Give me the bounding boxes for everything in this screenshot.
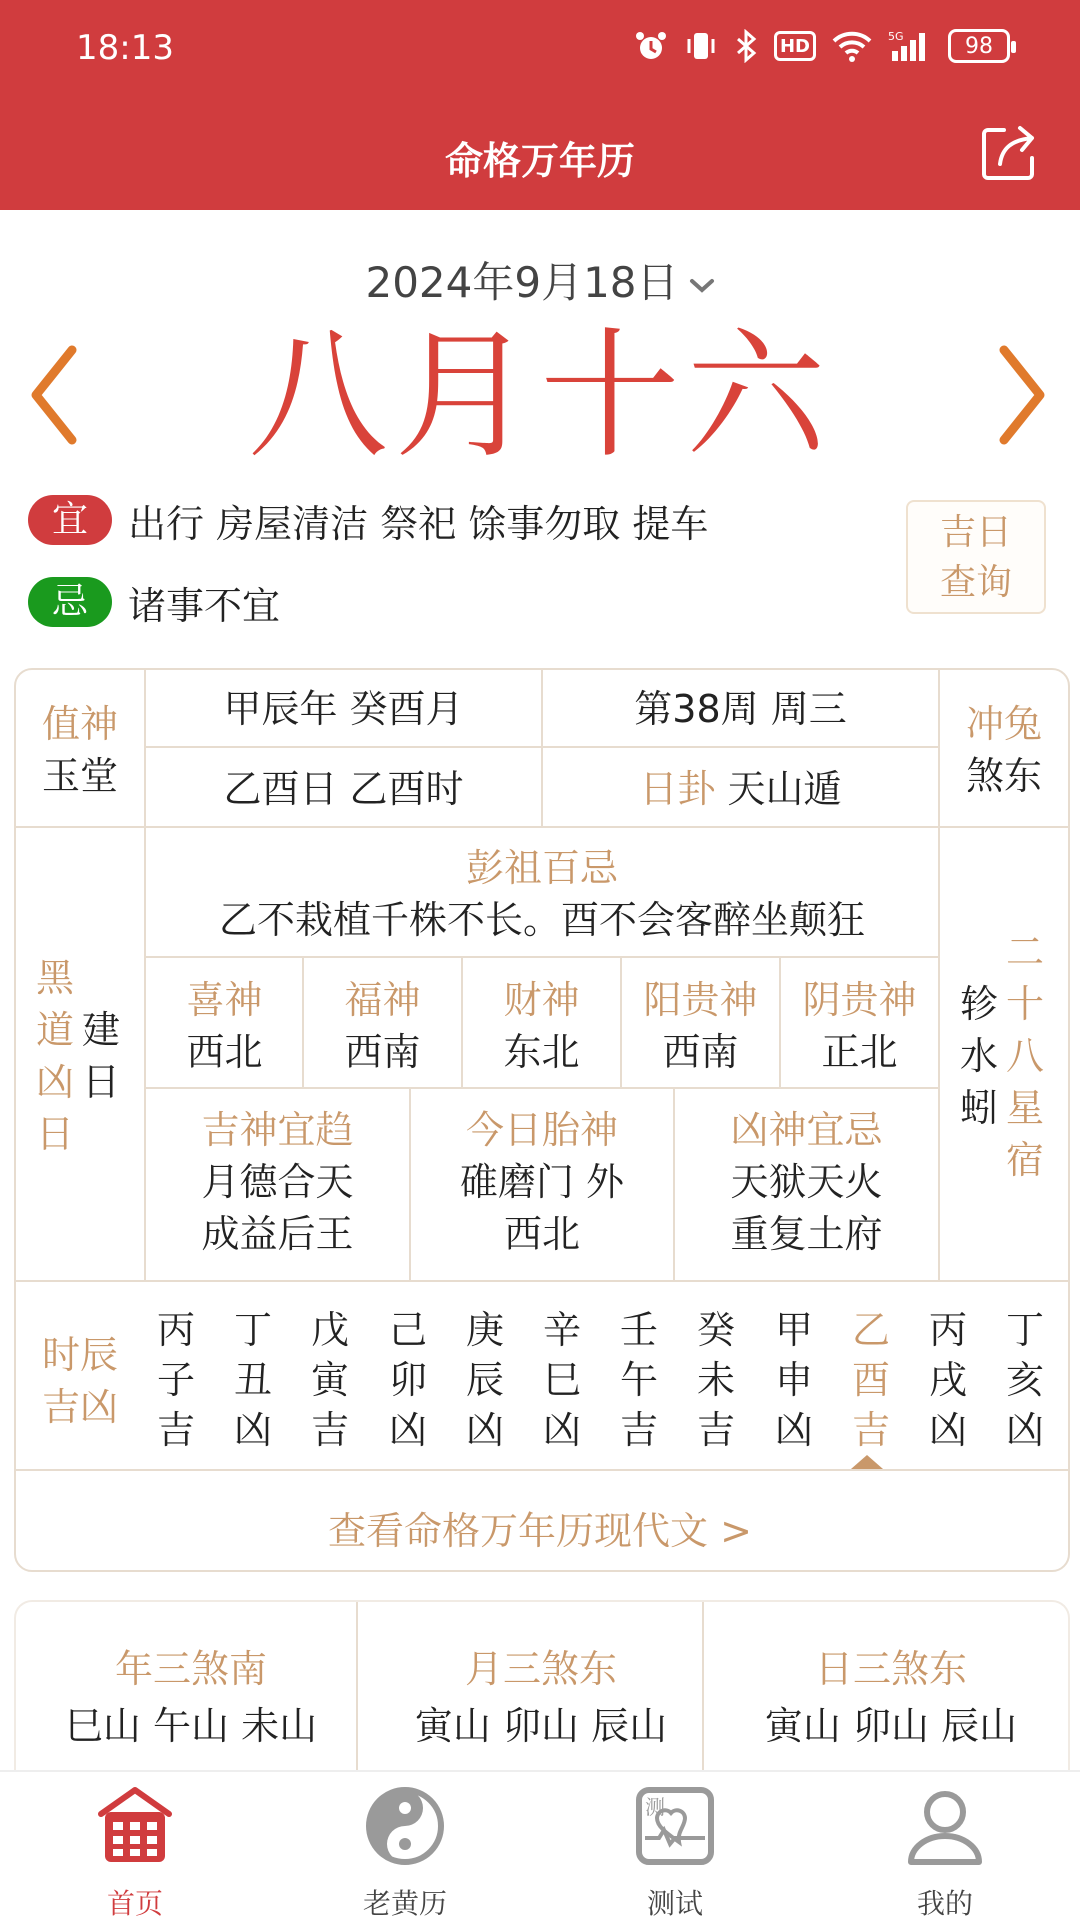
vibrate-icon: [684, 28, 718, 64]
shichen-luck: 吉: [310, 1408, 349, 1452]
god-label: 财神: [503, 978, 580, 1022]
shichen-stem: 庚: [465, 1308, 504, 1352]
sansha-value: 寅山 卯山 辰山: [414, 1704, 668, 1748]
god-label: 阴贵神: [802, 978, 917, 1022]
shichen-luck: 凶: [542, 1408, 581, 1452]
wifi-icon: [832, 28, 872, 64]
shichen-stem: 乙: [851, 1308, 890, 1352]
sansha-value: 寅山 卯山 辰山: [764, 1704, 1018, 1748]
shichen-hour[interactable]: [305, 1305, 355, 1455]
shichen-luck: 凶: [233, 1408, 272, 1452]
yi-badge: 宜: [28, 495, 112, 545]
god-value: 正北: [821, 1030, 898, 1074]
alarm-icon: [634, 28, 668, 64]
shichen-branch: 巳: [542, 1358, 581, 1402]
taishen-line: 西北: [503, 1212, 580, 1256]
pengzu-value: 乙不栽植千株不长。酉不会客醉坐颠狂: [218, 898, 865, 942]
god-label: 喜神: [186, 978, 263, 1022]
god-value: 西南: [344, 1030, 421, 1074]
shichen-luck: 凶: [465, 1408, 504, 1452]
heidao-char: 日: [35, 1112, 74, 1156]
status-bar: [0, 0, 1080, 100]
jiri-line2: 查询: [939, 562, 1012, 603]
shichen-hour[interactable]: [537, 1305, 587, 1455]
chong-label: 冲兔: [965, 702, 1042, 746]
shichen-hour[interactable]: [769, 1305, 819, 1455]
shichen-stem: 己: [388, 1308, 427, 1352]
shichen-hour[interactable]: [923, 1305, 973, 1455]
shichen-luck: 吉: [156, 1408, 195, 1452]
solar-date: 2024年9月18日: [365, 258, 679, 307]
xiongshen-cell: [675, 1104, 938, 1260]
shichen-luck: 凶: [1005, 1408, 1044, 1452]
shichen-hour[interactable]: [1000, 1305, 1050, 1455]
xiongshen-line: 重复土府: [730, 1212, 883, 1256]
share-icon[interactable]: [978, 122, 1040, 184]
taishen-cell: [411, 1104, 673, 1260]
heidao-label: [30, 952, 80, 1160]
shichen-stem: 戊: [310, 1308, 349, 1352]
chong-cell: [940, 698, 1068, 802]
xiu-label-char: 十: [1005, 982, 1044, 1026]
sansha-title: 月三煞东: [464, 1647, 617, 1691]
jianri-label: [76, 1004, 126, 1108]
heidao-char: 道: [35, 1008, 74, 1052]
shichen-branch: 酉: [851, 1358, 890, 1402]
shichen-luck: 凶: [388, 1408, 427, 1452]
tab-label: 测试: [646, 1887, 703, 1920]
home-calendar-icon: [95, 1786, 175, 1866]
xiongshen-label: 凶神宜忌: [730, 1108, 883, 1152]
xiu-label-char: 八: [1005, 1034, 1044, 1078]
sansha-month: [366, 1642, 716, 1756]
svg-text:测: 测: [645, 1795, 665, 1819]
ji-badge: 忌: [28, 577, 112, 627]
shichen-label-line: 吉凶: [41, 1385, 118, 1429]
god-cell: [622, 974, 779, 1078]
rigua-label: 日卦: [639, 767, 716, 811]
god-cell: [146, 974, 303, 1078]
shichen-luck: 吉: [619, 1408, 658, 1452]
test-heart-icon: [635, 1786, 715, 1866]
signal-icon: [888, 28, 932, 64]
shichen-luck: 吉: [696, 1408, 735, 1452]
xiu-label-char: 星: [1005, 1086, 1044, 1130]
xiu-name-char: 轸: [959, 982, 998, 1026]
sansha-value: 巳山 午山 未山: [64, 1704, 318, 1748]
chong-value: 煞东: [965, 754, 1042, 798]
shichen-hour[interactable]: [614, 1305, 664, 1455]
shichen-stem: 丙: [928, 1308, 967, 1352]
next-day-arrow-icon[interactable]: [992, 340, 1052, 450]
god-value: 东北: [503, 1030, 580, 1074]
zhishen-cell: [16, 698, 144, 802]
svg-text:5G: 5G: [888, 30, 904, 43]
xiu-label: [1000, 926, 1050, 1186]
yin-yang-icon: [365, 1786, 445, 1866]
sansha-year: [16, 1642, 366, 1756]
xiu-name: [954, 978, 1004, 1134]
auspicious-day-query-button[interactable]: [906, 500, 1046, 614]
shichen-luck: 凶: [928, 1408, 967, 1452]
week-info: 第38周 周三: [634, 687, 847, 731]
ji-text: 诸事不宜: [128, 583, 281, 628]
lunar-date: 八月十六: [247, 315, 832, 478]
taishen-label: 今日胎神: [465, 1108, 618, 1152]
jishen-cell: [146, 1104, 409, 1260]
shichen-branch: 未: [696, 1358, 735, 1402]
pengzu-cell: [146, 842, 938, 946]
yi-row: [28, 490, 828, 550]
ganzhi-day-hour: 乙酉日 乙酉时: [223, 767, 464, 811]
shichen-hour[interactable]: [460, 1305, 510, 1455]
shichen-branch: 申: [774, 1358, 813, 1402]
chevron-down-icon: [689, 278, 715, 294]
shichen-stem: 辛: [542, 1308, 581, 1352]
rigua-cell: [543, 763, 938, 815]
shichen-stem: 癸: [696, 1308, 735, 1352]
shichen-branch: 亥: [1005, 1358, 1044, 1402]
jianri-char: 日: [81, 1060, 120, 1104]
god-label: 阳贵神: [643, 978, 758, 1022]
jishen-line: 月德合天: [201, 1160, 354, 1204]
shichen-hour[interactable]: [228, 1305, 278, 1455]
shichen-luck: 凶: [774, 1408, 813, 1452]
taishen-line: 碓磨门 外: [459, 1160, 625, 1204]
shichen-stem: 丁: [1005, 1308, 1044, 1352]
tab-label: 老黄历: [362, 1887, 447, 1920]
shichen-branch: 戌: [928, 1358, 967, 1402]
shichen-hour[interactable]: [151, 1305, 201, 1455]
tab-home[interactable]: [55, 1786, 215, 1920]
zhishen-label: 值神: [41, 702, 118, 746]
shichen-stem: 甲: [774, 1308, 813, 1352]
app-bar: [0, 100, 1080, 210]
xiu-name-char: 蚓: [959, 1086, 998, 1130]
shichen-hour[interactable]: [691, 1305, 741, 1455]
shichen-branch: 午: [619, 1358, 658, 1402]
date-picker[interactable]: [0, 250, 1080, 310]
shichen-branch: 丑: [233, 1358, 272, 1402]
god-value: 西南: [662, 1030, 739, 1074]
shichen-stem: 丙: [156, 1308, 195, 1352]
bluetooth-icon: [734, 28, 758, 64]
ji-row: [28, 572, 828, 632]
shichen-stem: 壬: [619, 1308, 658, 1352]
god-cell: [304, 974, 461, 1078]
status-time: 18:13: [76, 28, 174, 68]
god-value: 西北: [186, 1030, 263, 1074]
tab-label: 我的: [916, 1887, 973, 1920]
zhishen-value: 玉堂: [41, 754, 118, 798]
shichen-label: [30, 1329, 130, 1433]
xiongshen-line: 天狱天火: [730, 1160, 883, 1204]
jishen-line: 成益后王: [201, 1212, 354, 1256]
pengzu-label: 彭祖百忌: [465, 846, 618, 890]
shichen-stem: 丁: [233, 1308, 272, 1352]
bottom-tab-bar: [0, 1770, 1080, 1920]
hd-icon: HD: [774, 31, 816, 61]
jiri-line1: 吉日: [939, 512, 1012, 553]
tab-test[interactable]: [595, 1786, 755, 1920]
shichen-label-line: 时辰: [41, 1333, 118, 1377]
xiu-name-char: 水: [959, 1034, 998, 1078]
god-cell: [463, 974, 620, 1078]
sansha-title: 年三煞南: [114, 1647, 267, 1691]
yi-ji-section: [28, 490, 828, 654]
app-title: 命格万年历: [444, 139, 635, 183]
god-cell: [781, 974, 938, 1078]
rigua-value: 天山遁: [727, 767, 842, 811]
sansha-day: [716, 1642, 1066, 1756]
heidao-char: 黑: [35, 956, 74, 1000]
shichen-luck: 吉: [851, 1408, 890, 1452]
tab-label: 首页: [106, 1887, 163, 1920]
modern-text-link[interactable]: 查看命格万年历现代文 >: [328, 1509, 752, 1553]
shichen-hour[interactable]: [846, 1305, 896, 1455]
xiu-label-char: 宿: [1005, 1138, 1044, 1182]
xiu-label-char: 二: [1005, 930, 1044, 974]
user-icon: [905, 1786, 985, 1866]
shichen-hour[interactable]: [383, 1305, 433, 1455]
yi-text: 出行 房屋清洁 祭祀 馀事勿取 提车: [128, 501, 709, 546]
shichen-branch: 辰: [465, 1358, 504, 1402]
shichen-branch: 子: [156, 1358, 195, 1402]
status-icons: [634, 28, 1010, 64]
jianri-char: 建: [81, 1008, 120, 1052]
battery-icon: 98: [948, 29, 1010, 63]
jishen-label: 吉神宜趋: [201, 1108, 354, 1152]
heidao-char: 凶: [35, 1060, 74, 1104]
ganzhi-year-month: 甲辰年 癸酉月: [223, 687, 464, 731]
shichen-branch: 卯: [388, 1358, 427, 1402]
sansha-card: [14, 1600, 1070, 1770]
sansha-title: 日三煞东: [814, 1647, 967, 1691]
god-label: 福神: [344, 978, 421, 1022]
shichen-branch: 寅: [310, 1358, 349, 1402]
tab-profile[interactable]: [865, 1786, 1025, 1920]
selected-hour-marker: [851, 1455, 883, 1469]
tab-almanac[interactable]: [325, 1786, 485, 1920]
